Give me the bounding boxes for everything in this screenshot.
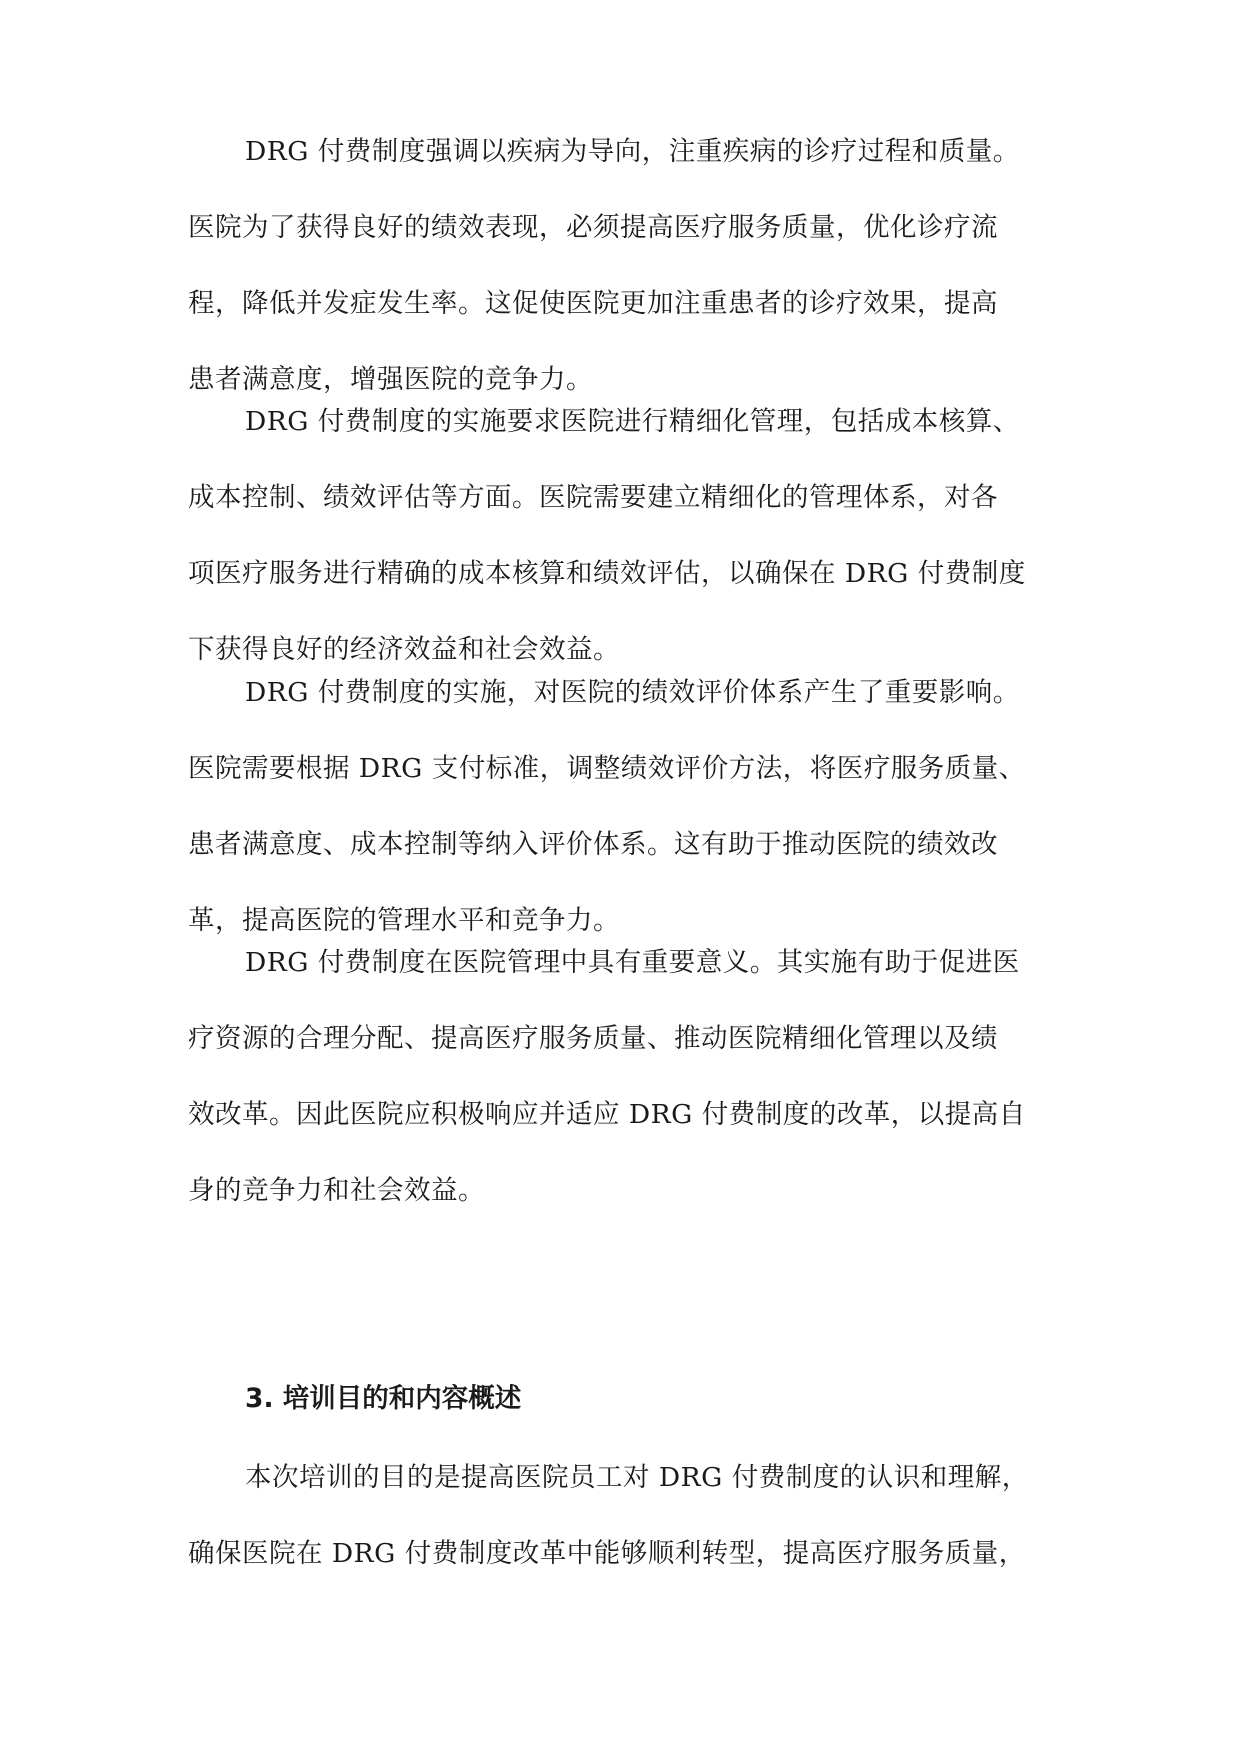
paragraph-line: 患者满意度，增强医院的竞争力。 [188,364,593,395]
paragraph-line: 效改革。因此医院应积极响应并适应 DRG 付费制度的改革，以提高自 [188,1099,1026,1130]
paragraph-line: 项医疗服务进行精确的成本核算和绩效评估，以确保在 DRG 付费制度 [188,558,1026,589]
paragraph-line: DRG 付费制度的实施要求医院进行精细化管理，包括成本核算、 [245,406,1020,437]
paragraph-line: 医院为了获得良好的绩效表现，必须提高医疗服务质量，优化诊疗流 [188,212,998,243]
paragraph-line: 身的竞争力和社会效益。 [188,1175,485,1206]
paragraph-line: 成本控制、绩效评估等方面。医院需要建立精细化的管理体系，对各 [188,482,998,513]
paragraph-line: 确保医院在 DRG 付费制度改革中能够顺利转型，提高医疗服务质量， [188,1538,1026,1569]
paragraph-line: 医院需要根据 DRG 支付标准，调整绩效评价方法，将医疗服务质量、 [188,753,1026,784]
paragraph-line: 本次培训的目的是提高医院员工对 DRG 付费制度的认识和理解， [245,1462,1029,1493]
paragraph-drg-quality [188,114,1068,418]
paragraph-line: 疗资源的合理分配、提高医疗服务质量、推动医院精细化管理以及绩 [188,1023,998,1054]
paragraph-line: DRG 付费制度的实施，对医院的绩效评价体系产生了重要影响。 [245,677,1020,708]
paragraph-drg-significance [188,925,1068,1229]
paragraph-line: 下获得良好的经济效益和社会效益。 [188,634,620,665]
paragraph-line: 程，降低并发症发生率。这促使医院更加注重患者的诊疗效果，提高 [188,288,998,319]
paragraph-line: DRG 付费制度在医院管理中具有重要意义。其实施有助于促进医 [245,947,1020,978]
paragraph-drg-management [188,384,1068,688]
paragraph-line: DRG 付费制度强调以疾病为导向，注重疾病的诊疗过程和质量。 [245,136,1020,167]
section-heading: 3. 培训目的和内容概述 [245,1383,522,1414]
paragraph-line: 患者满意度、成本控制等纳入评价体系。这有助于推动医院的绩效改 [188,829,998,860]
paragraph-drg-evaluation [188,655,1068,959]
paragraph-training-purpose [188,1440,1068,1592]
paragraph-line: 革，提高医院的管理水平和竞争力。 [188,905,620,936]
